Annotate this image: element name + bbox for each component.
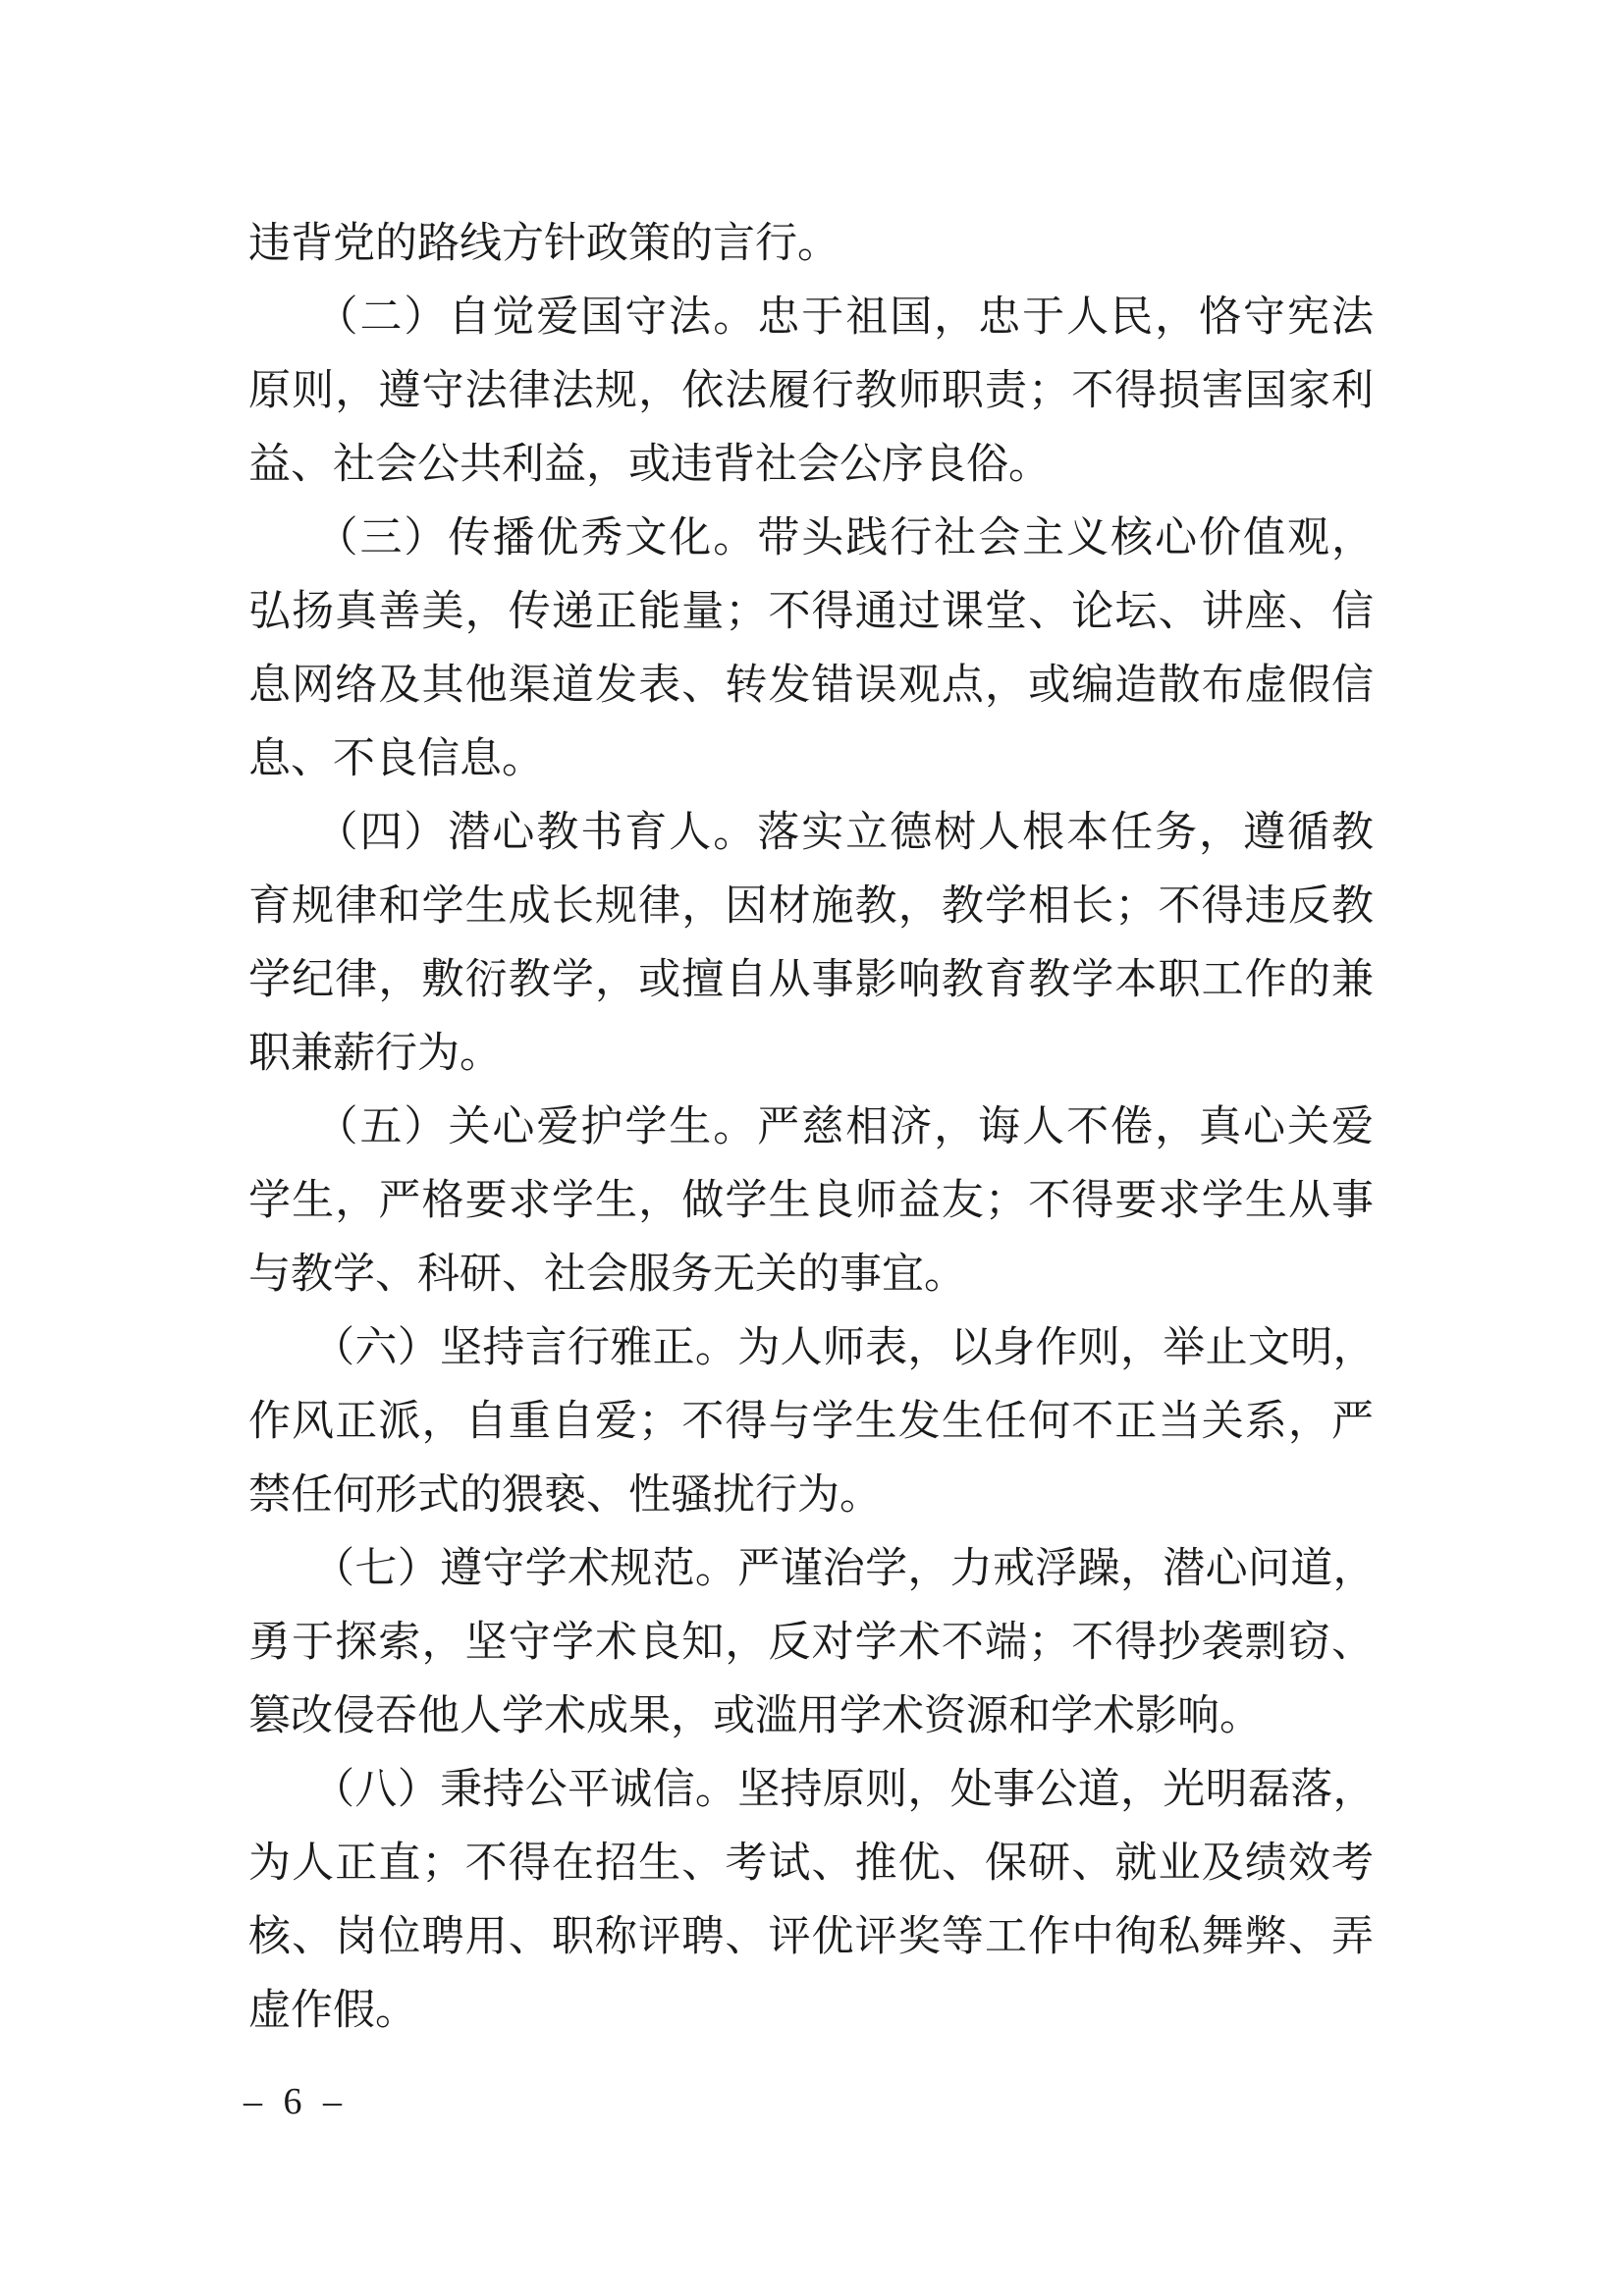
- text-line: 学纪律，敷衍教学，或擅自从事影响教育教学本职工作的兼: [248, 957, 1374, 1003]
- text-line: 育规律和学生成长规律，因材施教，教学相长；不得违反教: [248, 883, 1374, 930]
- text-line: 为人正直；不得在招生、考试、推优、保研、就业及绩效考: [248, 1841, 1374, 1887]
- text-line: 勇于探索，坚守学术良知，反对学术不端；不得抄袭剽窃、: [248, 1620, 1374, 1666]
- text-line: 核、岗位聘用、职称评聘、评优评奖等工作中徇私舞弊、弄: [248, 1914, 1374, 1960]
- text-line: 禁任何形式的猥亵、性骚扰行为。: [248, 1472, 882, 1519]
- text-line: （四）潜心教书育人。落实立德树人根本任务，遵循教: [248, 810, 1374, 856]
- text-line: 作风正派，自重自爱；不得与学生发生任何不正当关系，严: [248, 1399, 1374, 1445]
- text-line: 虚作假。: [248, 1988, 417, 2034]
- page-number: – 6 –: [244, 2081, 348, 2122]
- text-line: 职兼薪行为。: [248, 1031, 502, 1077]
- text-line: 原则，遵守法律法规，依法履行教师职责；不得损害国家利: [248, 368, 1374, 414]
- text-line: （三）传播优秀文化。带头践行社会主义核心价值观，: [248, 515, 1374, 561]
- text-line: （六）坚持言行雅正。为人师表，以身作则，举止文明，: [248, 1325, 1374, 1371]
- text-line: 违背党的路线方针政策的言行。: [248, 221, 839, 267]
- text-line: 学生，严格要求学生，做学生良师益友；不得要求学生从事: [248, 1178, 1374, 1224]
- text-line: （八）秉持公平诚信。坚持原则，处事公道，光明磊落，: [248, 1767, 1374, 1813]
- text-line: 弘扬真善美，传递正能量；不得通过课堂、论坛、讲座、信: [248, 589, 1374, 635]
- text-line: 篡改侵吞他人学术成果，或滥用学术资源和学术影响。: [248, 1693, 1262, 1739]
- text-line: 息网络及其他渠道发表、转发错误观点，或编造散布虚假信: [248, 663, 1374, 709]
- text-line: （七）遵守学术规范。严谨治学，力戒浮躁，潜心问道，: [248, 1546, 1374, 1592]
- text-line: 与教学、科研、社会服务无关的事宜。: [248, 1252, 966, 1298]
- text-line: （五）关心爱护学生。严慈相济，诲人不倦，真心关爱: [248, 1104, 1374, 1150]
- text-line: （二）自觉爱国守法。忠于祖国，忠于人民，恪守宪法: [248, 294, 1374, 341]
- text-line: 益、社会公共利益，或违背社会公序良俗。: [248, 442, 1051, 488]
- document-body: [248, 207, 1374, 2048]
- text-line: 息、不良信息。: [248, 736, 544, 782]
